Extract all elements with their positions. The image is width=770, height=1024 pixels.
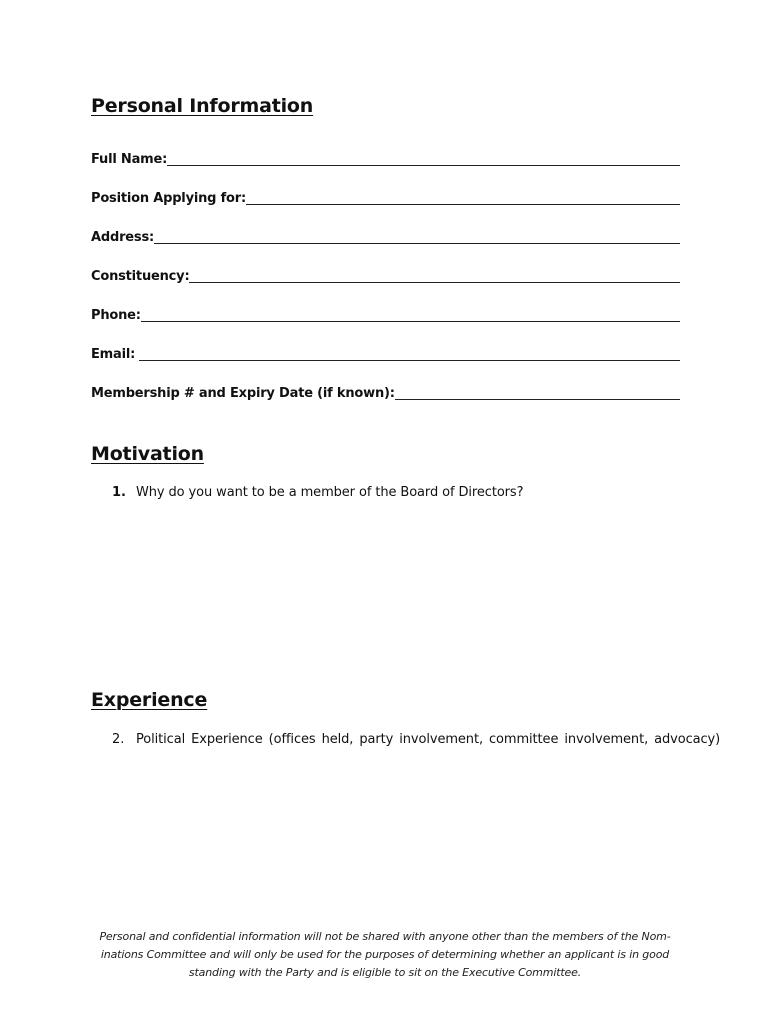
question-text: Political Experience (offices held, party involvement, committee involvement, advocacy)	[136, 732, 721, 747]
email-line[interactable]	[139, 360, 680, 361]
address-label: Address:	[91, 230, 154, 245]
position-applying-label: Position Applying for:	[91, 191, 246, 206]
confidentiality-note	[86, 928, 684, 982]
motivation-question	[112, 485, 523, 501]
constituency-field[interactable]	[91, 265, 680, 285]
phone-field[interactable]	[91, 304, 680, 324]
position-applying-line[interactable]	[246, 204, 680, 205]
membership-line[interactable]	[395, 399, 680, 400]
confidentiality-note-line: Personal and confidential information will not be shared with anyone other than the members of the Nom-	[99, 930, 671, 943]
email-label: Email:	[91, 347, 136, 362]
confidentiality-note-line: inations Committee and will only be used for the purposes of determining whether an applicant is in good	[100, 948, 670, 961]
phone-line[interactable]	[141, 321, 680, 322]
full-name-field[interactable]	[91, 148, 680, 168]
question-number: 1.	[112, 485, 126, 500]
position-applying-field[interactable]	[91, 187, 680, 207]
question-text: Why do you want to be a member of the Board of Directors?	[136, 485, 524, 500]
membership-label: Membership # and Expiry Date (if known):	[91, 386, 395, 401]
membership-field[interactable]	[91, 382, 680, 402]
experience-heading: Experience	[91, 689, 208, 711]
address-line[interactable]	[154, 243, 680, 244]
email-field[interactable]	[91, 343, 680, 363]
motivation-heading: Motivation	[91, 443, 204, 465]
confidentiality-note-line: standing with the Party and is eligible to sit on the Executive Committee.	[188, 966, 582, 979]
address-field[interactable]	[91, 226, 680, 246]
phone-label: Phone:	[91, 308, 141, 323]
experience-question	[112, 732, 720, 748]
constituency-line[interactable]	[189, 282, 680, 283]
full-name-label: Full Name:	[91, 152, 168, 167]
constituency-label: Constituency:	[91, 269, 190, 284]
full-name-line[interactable]	[167, 165, 680, 166]
question-number: 2.	[112, 732, 125, 747]
personal-information-heading: Personal Information	[91, 95, 314, 117]
